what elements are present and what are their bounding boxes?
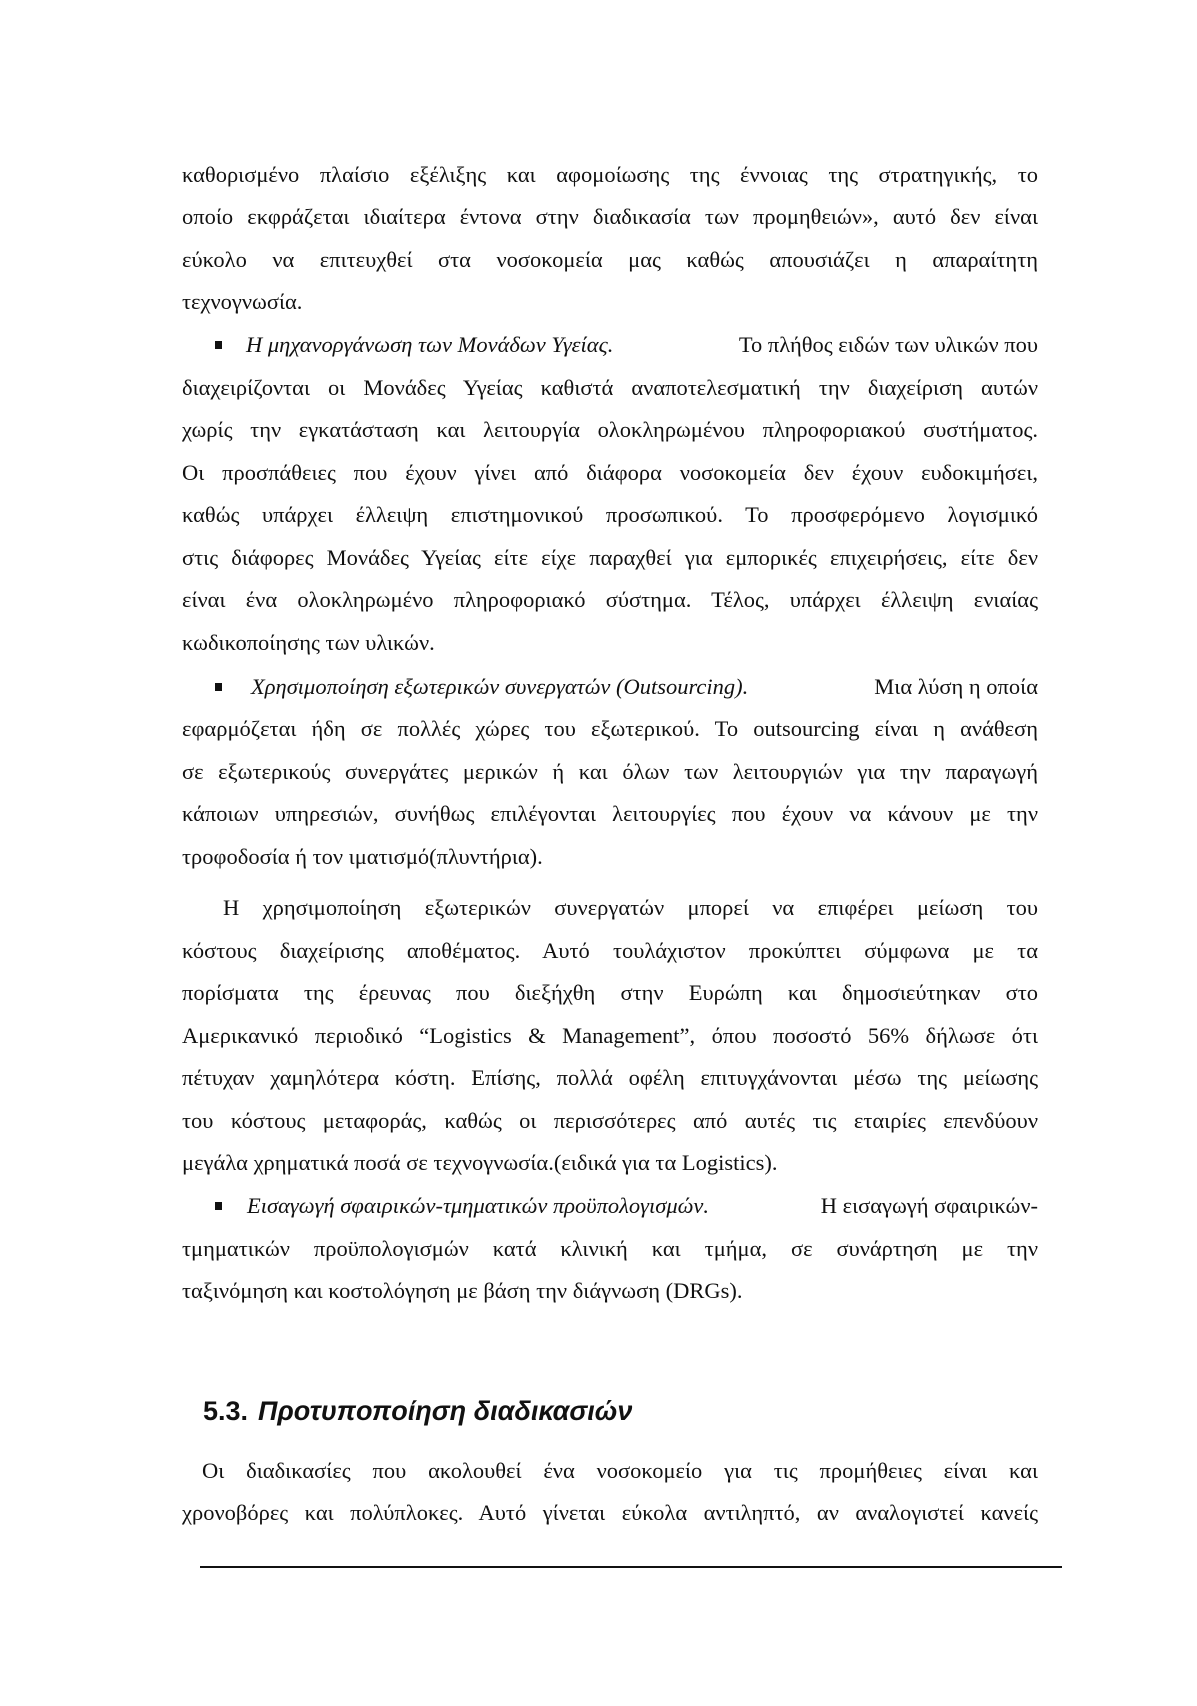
bullet-title-text: Η μηχανοργάνωση των Μονάδων Υγείας. — [246, 332, 614, 357]
section-title: Προτυποποίηση διαδικασιών — [258, 1396, 633, 1426]
text-line: καθώς υπάρχει έλλειψη επιστημονικού προσωπικού. Το προσφερόμενο λογισμικό — [182, 502, 1038, 527]
text-line: διαχειρίζονται οι Μονάδες Υγείας καθιστά αναποτελεσματική την διαχείριση αυτών — [182, 375, 1038, 400]
text-line: μεγάλα χρηματικά ποσά σε τεχνογνωσία.(ειδικά για τα Logistics). — [182, 1150, 778, 1175]
bullet-title-text: Εισαγωγή σφαιρικών-τμηματικών προϋπολογισμών. — [247, 1193, 709, 1218]
text-line: χωρίς την εγκατάσταση και λειτουργία ολοκληρωμένου πληροφοριακού συστήματος. — [182, 417, 1038, 442]
footer-divider — [200, 1566, 1062, 1568]
text-line: οποίο εκφράζεται ιδιαίτερα έντονα στην διαδικασία των προμηθειών», αυτό δεν είναι — [182, 204, 1038, 229]
text-line: Αμερικανικό περιοδικό “Logistics & Management”, όπου ποσοστό 56% δήλωσε ότι — [182, 1023, 1038, 1048]
text-line: Η χρησιμοποίηση εξωτερικών συνεργατών μπορεί να επιφέρει μείωση του — [223, 895, 1038, 920]
bullet-marker — [215, 341, 222, 349]
section-number: 5.3. — [203, 1396, 249, 1426]
text-line: τροφοδοσία ή τον ιματισμό(πλυντήρια). — [182, 844, 543, 869]
text-line: πορίσματα της έρευνας που διεξήχθη στην Ευρώπη και δημοσιεύτηκαν στο — [182, 980, 1038, 1005]
bullet-title-text: Χρησιμοποίηση εξωτερικών συνεργατών (Outsourcing). — [251, 674, 749, 699]
text-line: κόστους διαχείρισης αποθέματος. Αυτό τουλάχιστον προκύπτει σύμφωνα με τα — [182, 938, 1038, 963]
text-line: τεχνογνωσία. — [182, 289, 303, 314]
section-heading — [203, 1394, 632, 1428]
text-line: τμηματικών προϋπολογισμών κατά κλινική και τμήμα, σε συνάρτηση με την — [182, 1236, 1038, 1261]
bullet-title — [251, 672, 748, 702]
text-line: καθορισμένο πλαίσιο εξέλιξης και αφομοίωσης της έννοιας της στρατηγικής, το — [182, 162, 1038, 187]
text-line: Οι προσπάθειες που έχουν γίνει από διάφορα νοσοκομεία δεν έχουν ευδοκιμήσει, — [182, 460, 1038, 485]
text-line: στις διάφορες Μονάδες Υγείας είτε είχε παραχθεί για εμπορικές επιχειρήσεις, είτε δεν — [182, 545, 1038, 570]
bullet-title — [247, 1191, 709, 1221]
text-line: είναι ένα ολοκληρωμένο πληροφοριακό σύστημα. Τέλος, υπάρχει έλλειψη ενιαίας — [182, 587, 1038, 612]
text-line: ταξινόμηση και κοστολόγηση με βάση την διάγνωση (DRGs). — [182, 1278, 743, 1303]
text-line: εύκολο να επιτευχθεί στα νοσοκομεία μας καθώς απουσιάζει η απαραίτητη — [182, 247, 1038, 272]
bullet-marker — [215, 683, 222, 691]
text-line: Η εισαγωγή σφαιρικών- — [820, 1193, 1038, 1218]
text-line: Μια λύση η οποία — [874, 674, 1038, 699]
text-line: του κόστους μεταφοράς, καθώς οι περισσότερες από αυτές τις εταιρίες επενδύουν — [182, 1108, 1038, 1133]
text-line: εφαρμόζεται ήδη σε πολλές χώρες του εξωτερικού. Το outsourcing είναι η ανάθεση — [182, 716, 1038, 741]
text-line: Οι διαδικασίες που ακολουθεί ένα νοσοκομείο για τις προμήθειες είναι και — [202, 1458, 1038, 1483]
text-line: κωδικοποίησης των υλικών. — [182, 630, 435, 655]
text-line: σε εξωτερικούς συνεργάτες μερικών ή και όλων των λειτουργιών για την παραγωγή — [182, 759, 1038, 784]
text-line: κάποιων υπηρεσιών, συνήθως επιλέγονται λειτουργίες που έχουν να κάνουν με την — [182, 801, 1038, 826]
text-line: χρονοβόρες και πολύπλοκες. Αυτό γίνεται εύκολα αντιληπτό, αν αναλογιστεί κανείς — [182, 1500, 1038, 1525]
text-line: Το πλήθος ειδών των υλικών που — [738, 332, 1038, 357]
text-line: πέτυχαν χαμηλότερα κόστη. Επίσης, πολλά οφέλη επιτυγχάνονται μέσω της μείωσης — [182, 1065, 1038, 1090]
bullet-marker — [215, 1202, 222, 1210]
bullet-title — [246, 330, 613, 360]
